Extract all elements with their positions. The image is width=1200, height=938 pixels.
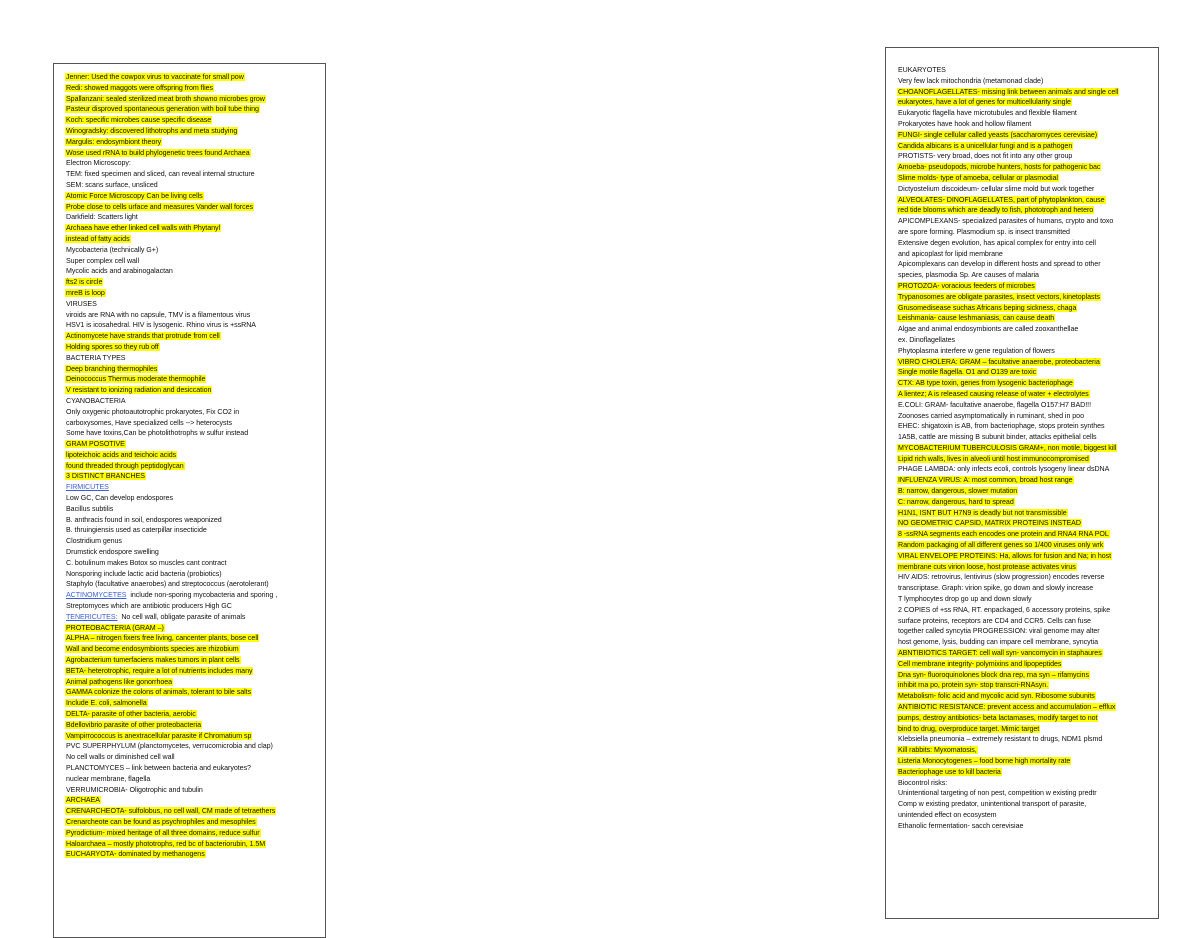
note-line <box>897 238 1158 249</box>
note-line <box>65 277 325 288</box>
note-text: Zoonoses carried asymptomatically in ruminant, shed in poo <box>898 411 1084 420</box>
note-line <box>65 223 325 234</box>
note-line <box>897 162 1158 173</box>
note-line <box>65 191 325 202</box>
note-line <box>65 288 325 299</box>
note-text: Trypanosomes are obligate parasites, insect vectors, kinetoplasts <box>898 292 1100 301</box>
note-line <box>65 104 325 115</box>
note-text: lipoteichoic acids and teichoic acids <box>66 450 177 459</box>
note-line <box>65 428 325 439</box>
note-text: PVC SUPERPHYLUM (planctomycetes, verrucomicrobia and clap) <box>66 742 273 751</box>
note-line <box>65 374 325 385</box>
note-line <box>65 245 325 256</box>
note-line <box>65 493 325 504</box>
note-text: Slime molds- type of amoeba, cellular or plasmodial <box>898 173 1058 182</box>
note-text: Margulis: endosymbiont theory <box>66 137 162 146</box>
right-notes-page <box>885 47 1159 919</box>
note-text: Haloarchaea – mostly phototrophs, red bc of bacteriorubin, 1.5M <box>66 839 266 848</box>
left-notes-page <box>53 63 326 938</box>
note-line <box>65 353 325 364</box>
note-line <box>65 709 325 720</box>
note-text: Apicomplexans can develop in different hosts and spread to other <box>898 260 1101 269</box>
note-line <box>65 806 325 817</box>
note-text: mreB is loop <box>66 288 105 297</box>
note-line <box>65 385 325 396</box>
note-text: Clostridium genus <box>66 537 122 546</box>
note-line <box>65 504 325 515</box>
note-text: Atomic Force Microscopy Can be living cells <box>66 191 203 200</box>
note-line <box>897 205 1158 216</box>
note-text: CTX: AB type toxin, genes from lysogenic bacteriophage <box>898 379 1073 388</box>
note-text: Jenner: Used the cowpox virus to vaccinate for small pow <box>66 73 244 81</box>
note-text: Wall and become endosymbionts species are rhizobium <box>66 645 239 654</box>
note-line <box>897 497 1158 508</box>
note-line <box>897 540 1158 551</box>
note-line <box>897 411 1158 422</box>
note-text: red tide blooms which are deadly to fish, phototroph and hetero <box>898 206 1094 215</box>
note-line <box>65 795 325 806</box>
note-text: Prokaryotes have hook and hollow filament <box>898 119 1032 128</box>
note-line <box>897 659 1158 670</box>
note-text: Wose used rRNA to build phylogenetic trees found Archaea <box>66 148 250 157</box>
note-link[interactable]: FIRMICUTES <box>66 483 109 492</box>
note-text: ex. Dinoflagellates <box>898 335 956 344</box>
note-text: Very few lack mitochondria (metamonad clade) <box>898 76 1044 85</box>
note-line <box>897 443 1158 454</box>
note-text: Candida albicans is a unicellular fungi and is a pathogen <box>898 141 1073 150</box>
note-line <box>65 158 325 169</box>
note-text: Electron Microscopy: <box>66 159 131 168</box>
note-line <box>65 612 325 623</box>
note-text: PLANCTOMYCES – link between bacteria and eukaryotes? <box>66 764 251 772</box>
note-line <box>897 303 1158 314</box>
note-text: Klebsiella pneumonia – extremely resistant to drugs, NDM1 plsmd <box>898 735 1103 744</box>
note-text: PROTEOBACTERIA (GRAM –) <box>66 623 164 632</box>
note-line <box>65 677 325 688</box>
note-line <box>65 763 325 774</box>
note-line <box>65 601 325 612</box>
note-line <box>897 475 1158 486</box>
note-text: instead of fatty acids <box>66 234 130 243</box>
note-text: GRAM POSOTIVE <box>66 440 125 449</box>
note-text: EUCHARYOTA- dominated by methanogens <box>66 850 205 859</box>
note-text: inhibit rna po, protein syn- stop transcri-RNAsyn. <box>898 681 1049 690</box>
note-text: Probe close to cells urface and measures Vander wall forces <box>66 202 253 211</box>
note-text: APICOMPLEXANS- specialized parasites of humans, crypto and toxo <box>898 217 1114 226</box>
note-text: Algae and animal endosymbionts are called zooxanthellae <box>898 325 1079 334</box>
note-line <box>897 821 1158 832</box>
note-line <box>897 389 1158 400</box>
note-text: Eukaryotic flagella have microtubules and flexible filament <box>898 109 1077 118</box>
note-text: Deinococcus Thermus moderate thermophile <box>66 375 206 384</box>
note-line <box>897 227 1158 238</box>
note-line <box>65 202 325 213</box>
note-line <box>65 471 325 482</box>
note-line <box>65 655 325 666</box>
note-text: CHOANOFLAGELLATES- missing link between animals and single cell <box>898 87 1119 96</box>
note-line <box>897 799 1158 810</box>
note-line <box>897 464 1158 475</box>
note-line <box>65 148 325 159</box>
note-line <box>897 281 1158 292</box>
note-line <box>897 691 1158 702</box>
note-line <box>65 666 325 677</box>
note-line <box>65 342 325 353</box>
note-text: and apicoplast for lipid membrane <box>898 249 1003 258</box>
note-text: Spallanzani: sealed sterilized meat broth showno microbes grow <box>66 94 265 103</box>
note-line <box>897 583 1158 594</box>
note-line <box>65 623 325 634</box>
note-line <box>897 421 1158 432</box>
note-text: TEM: fixed specimen and sliced, can reveal internal structure <box>66 170 255 179</box>
note-line <box>65 266 325 277</box>
note-text: Drumstick endospore swelling <box>66 548 159 557</box>
note-text: Deep branching thermophiles <box>66 364 158 373</box>
note-text: V resistant to ionizing radiation and desiccation <box>66 386 212 395</box>
note-text: C. botulinum makes Botox so muscles cant contract <box>66 558 227 567</box>
note-text: Staphylo (facultative anaerobes) and streptococcus (aerotolerant) <box>66 580 269 589</box>
note-line <box>897 65 1158 76</box>
note-text: Pyrodictium- mixed heritage of all three domains, reduce sulfur <box>66 828 260 837</box>
note-line <box>65 644 325 655</box>
note-text: Extensive degen evolution, has apical complex for entry into cell <box>898 238 1096 247</box>
note-line <box>897 367 1158 378</box>
note-line <box>897 97 1158 108</box>
note-text: DELTA- parasite of other bacteria, aerobic <box>66 710 196 719</box>
note-text: Comp w existing predator, unintentional transport of parasite, <box>898 800 1087 809</box>
note-line <box>897 486 1158 497</box>
note-text: Ethanolic fermentation- sacch cerevisiae <box>898 821 1024 830</box>
note-text: Koch: specific microbes cause specific disease <box>66 116 212 125</box>
note-text: ARCHAEA <box>66 796 100 805</box>
note-link[interactable]: ACTINOMYCETES <box>66 591 127 600</box>
note-text: Pasteur disproved spontaneous generation with boil tube thing <box>66 105 259 114</box>
note-line <box>897 670 1158 681</box>
note-text: 8 -ssRNA segments each encodes one protein and RNA4 RNA POL <box>898 530 1109 539</box>
note-line <box>897 605 1158 616</box>
note-line <box>897 324 1158 335</box>
note-line <box>65 126 325 137</box>
note-line <box>65 396 325 407</box>
note-text: are spore forming. Plasmodium sp. is insect transmitted <box>898 227 1070 236</box>
note-text: EUKARYOTES <box>898 66 946 74</box>
note-text: Bacteriophage use to kill bacteria <box>898 767 1001 776</box>
note-line <box>65 569 325 580</box>
note-line <box>897 270 1158 281</box>
note-text: VIRUSES <box>66 299 97 308</box>
note-text: unintended effect on ecosystem <box>898 810 997 819</box>
note-text: VERRUMICROBIA- Oligotrophic and tubulin <box>66 785 203 794</box>
note-line <box>65 525 325 536</box>
note-line <box>897 76 1158 87</box>
note-line <box>897 108 1158 119</box>
note-text: B. anthracis found in soil, endospores weaponized <box>66 515 222 524</box>
note-line <box>65 212 325 223</box>
right-notes-lines <box>897 65 1158 832</box>
note-text: PHAGE LAMBDA: only infects ecoli, controls lysogeny linear dsDNA <box>898 465 1110 474</box>
note-text: Include E. coli, salmonella <box>66 699 147 708</box>
note-text: Phytoplasma interfere w gene regulation of flowers <box>898 346 1055 355</box>
note-line <box>897 249 1158 260</box>
note-line <box>65 83 325 94</box>
note-line <box>65 256 325 267</box>
note-line <box>897 119 1158 130</box>
note-text: Vampirrococcus is anextracellular parasite if Chromatium sp <box>66 731 252 740</box>
note-line <box>897 529 1158 540</box>
note-text: Agrobacterium tumerfaciens makes tumors in plant cells <box>66 656 240 665</box>
note-line <box>65 785 325 796</box>
note-text: transcriptase. Graph: virion spike, go down and slowly increase <box>898 584 1094 593</box>
note-line <box>897 724 1158 735</box>
note-text: GAMMA colonize the colons of animals, tolerant to bile salts <box>66 688 252 697</box>
note-text: Grusomedisease suchas Africans beping sickness, chaga <box>898 303 1077 312</box>
note-text: Darkfield: Scatters light <box>66 213 138 222</box>
note-line <box>65 633 325 644</box>
note-text: ABNTIBIOTICS TARGET: cell wall syn- vancomycin in staphaures <box>898 649 1102 658</box>
note-line <box>897 648 1158 659</box>
note-text: Metabolism- folic acid and mycolic acid syn. Ribosome subunits <box>898 692 1095 701</box>
note-text: Single motile flagella. O1 and O139 are toxic <box>898 368 1037 377</box>
note-line <box>65 536 325 547</box>
note-text: 1A5B, cattle are missing B subunit binder, attacks epithelial cells <box>898 433 1097 442</box>
note-text: Unintentional targeting of non pest, competition w existing predtr <box>898 789 1097 798</box>
note-text: VIRAL ENVELOPE PROTEINS: Ha, allows for fusion and Na; in host <box>898 551 1112 560</box>
note-line <box>65 817 325 828</box>
note-line <box>65 774 325 785</box>
note-text: species, plasmodia Sp. Are causes of malaria <box>898 271 1039 280</box>
note-text: Only oxygenic photoautotrophic prokaryotes, Fix CO2 in <box>66 407 240 416</box>
note-line <box>897 626 1158 637</box>
note-line <box>897 778 1158 789</box>
note-text: host genome, lysis, budding can impare cell membrane, syncytia <box>898 638 1098 647</box>
note-line <box>65 299 325 310</box>
note-line <box>65 482 325 493</box>
note-line <box>65 687 325 698</box>
note-text: 2 COPIES of +ss RNA, RT. enpackaged, 6 accessory proteins, spike <box>898 605 1111 614</box>
note-text: Crenarcheote can be found as psychrophiles and mesophiles <box>66 817 256 826</box>
note-text: Animal pathogens like gonorrhoea <box>66 677 173 686</box>
note-text: Low GC, Can develop endospores <box>66 494 173 503</box>
note-text: C: narrow, dangerous, hard to spread <box>898 497 1014 506</box>
note-line <box>65 849 325 860</box>
note-line <box>65 310 325 321</box>
note-text: PROTISTS- very broad, does not fit into any other group <box>898 152 1073 161</box>
note-text: pumps, destroy antibiotics- beta lactamases, modify target to not <box>898 713 1098 722</box>
note-line <box>897 756 1158 767</box>
note-text: ANTIBIOTIC RESISTANCE: prevent access and accumulation – efflux <box>898 703 1116 712</box>
note-line <box>65 731 325 742</box>
note-line <box>65 407 325 418</box>
note-line <box>897 572 1158 583</box>
note-text: T lymphocytes drop go up and down slowly <box>898 595 1032 604</box>
note-text: Kill rabbits: Myxomatosis, <box>898 746 977 755</box>
note-text: Cell membrane integrity- polymixins and lipopeptides <box>898 659 1062 668</box>
note-line <box>897 518 1158 529</box>
note-line <box>65 115 325 126</box>
note-text: surface proteins, receptors are CD4 and CCR5. Cells can fuse <box>898 616 1091 625</box>
note-text: Winogradsky: discovered lithotrophs and meta studying <box>66 126 238 135</box>
note-text: No cell walls or diminished cell wall <box>66 753 175 762</box>
note-text: H1N1, ISNT BUT H7N9 is deadly but not transmissible <box>898 508 1067 517</box>
note-line <box>897 400 1158 411</box>
note-text: HSV1 is icosahedral. HIV is lysogenic. Rhino virus is +ssRNA <box>66 321 256 330</box>
note-line <box>897 141 1158 152</box>
note-text: Dna syn- fluoroquinolones block dna rep, rna syn – rifamycins <box>898 670 1089 679</box>
note-line <box>897 454 1158 465</box>
note-line <box>65 590 325 601</box>
note-text: CYANOBACTERIA <box>66 396 126 405</box>
note-line <box>897 702 1158 713</box>
note-line <box>897 151 1158 162</box>
note-text: Actinomycete have strands that protrude from cell <box>66 332 220 341</box>
note-line <box>897 713 1158 724</box>
note-text: Holding spores so they rub off <box>66 342 159 351</box>
note-text: Lipid rich walls, lives in alveoli until host immunocompromised <box>898 454 1089 463</box>
note-line <box>65 741 325 752</box>
note-text: Random packaging of all different genes so 1/400 viruses only wrk <box>898 541 1104 550</box>
note-text: eukaryotes, have a lot of genes for multicellularity single <box>898 98 1071 107</box>
note-text: Bacillus subtilis <box>66 504 114 513</box>
note-text: Leishmania- cause leshmaniasis, can cause death <box>898 314 1055 323</box>
note-text: SEM: scans surface, unsliced <box>66 180 158 189</box>
note-line <box>65 558 325 569</box>
note-text: Amoeba- pseudopods, microbe hunters, hosts for pathogenic bac <box>898 163 1101 172</box>
note-line <box>65 698 325 709</box>
note-text: Listeria Monocytogenes – food borne high mortality rate <box>898 757 1071 765</box>
note-line <box>65 72 325 83</box>
note-line <box>65 180 325 191</box>
note-text: bind to drug, overproduce target. Mimic target <box>898 724 1040 733</box>
note-line <box>897 184 1158 195</box>
note-line <box>65 331 325 342</box>
note-line <box>897 767 1158 778</box>
note-text: CRENARCHEOTA- sulfolobus, no cell wall, CM made of tetraethers <box>66 807 276 816</box>
note-line <box>897 357 1158 368</box>
note-text: B. thruingiensis used as caterpillar insecticide <box>66 526 207 535</box>
note-line <box>897 195 1158 206</box>
note-text: MYCOBACTERIUM TUBERCULOSIS GRAM+, non motile, biggest kill <box>898 443 1117 452</box>
note-line <box>897 562 1158 573</box>
note-line <box>65 364 325 375</box>
note-text: EHEC: shigatoxin is AB, from bacteriophage, stops protein synthes <box>898 422 1105 431</box>
note-text: Dictyostelium discoideum- cellular slime mold but work together <box>898 184 1095 193</box>
note-text: BACTERIA TYPES <box>66 353 126 362</box>
note-text: Nonsporing include lactic acid bacteria (probiotics) <box>66 569 222 578</box>
note-text: Streptomyces which are antibiotic producers High GC <box>66 602 232 611</box>
note-text: include non-sporing mycobacteria and sporing , <box>128 591 278 600</box>
note-line <box>897 680 1158 691</box>
note-text: A lientez; A is released causing release of water + electrolytes <box>898 389 1089 398</box>
note-line <box>897 130 1158 141</box>
note-text: Super complex cell wall <box>66 256 139 265</box>
note-text: PROTOZOA- voracious feeders of microbes <box>898 281 1035 290</box>
note-line <box>897 637 1158 648</box>
note-text: together called syncytia PROGRESSION: viral genome may alter <box>898 627 1100 636</box>
note-line <box>65 720 325 731</box>
note-line <box>897 551 1158 562</box>
note-text: ALVEOLATES- DINOFLAGELLATES, part of phytoplankton, cause <box>898 195 1105 204</box>
note-text: found threaded through peptidoglycan <box>66 461 184 470</box>
note-line <box>65 450 325 461</box>
note-text: membrane cuts virion loose, host protease activates virus <box>898 562 1076 571</box>
note-text: HIV AIDS: retrovirus, lentivirus (slow progression) encodes reverse <box>898 573 1105 582</box>
note-line <box>897 788 1158 799</box>
note-line <box>65 839 325 850</box>
note-text: B: narrow, dangerous, slower mutation <box>898 487 1018 496</box>
note-line <box>897 216 1158 227</box>
note-text: Biocontrol risks: <box>898 778 948 787</box>
note-line <box>65 439 325 450</box>
note-line <box>897 173 1158 184</box>
note-text: Mycobacteria (technically G+) <box>66 245 159 254</box>
note-line <box>897 87 1158 98</box>
note-text: ALPHA – nitrogen fixers free living, cancenter plants, bose cell <box>66 634 259 643</box>
note-line <box>897 292 1158 303</box>
note-text: E.COLI: GRAM- facultative anaerobe, flagella O157:H7 BAD!!! <box>898 400 1092 409</box>
note-text: Bdellovibrio parasite of other proteobacteria <box>66 720 201 729</box>
note-line <box>897 259 1158 270</box>
note-line <box>65 579 325 590</box>
note-line <box>897 432 1158 443</box>
note-text: No cell wall, obligate parasite of animals <box>119 612 246 621</box>
note-line <box>897 810 1158 821</box>
note-line <box>65 418 325 429</box>
note-text: nuclear membrane, flagella <box>66 774 151 783</box>
note-line <box>897 508 1158 519</box>
note-text: NO GEOMETRIC CAPSID, MATRIX PROTEINS INSTEAD <box>898 519 1081 528</box>
note-text: Redi: showed maggots were offspring from flies <box>66 83 214 92</box>
note-text: viroids are RNA with no capsule, TMV is a filamentous virus <box>66 310 251 319</box>
note-line <box>65 461 325 472</box>
note-line <box>65 828 325 839</box>
note-text: Mycolic acids and arabinogalactan <box>66 267 173 276</box>
note-text: 3 DISTINCT BRANCHES <box>66 472 145 481</box>
note-text: VIBRO CHOLERA: GRAM – facultative anaerobe, proteobacteria <box>898 357 1100 366</box>
note-text: Archaea have ether linked cell walls with Phytanyl <box>66 224 221 233</box>
note-line <box>897 594 1158 605</box>
note-line <box>897 616 1158 627</box>
note-line <box>65 169 325 180</box>
note-line <box>65 547 325 558</box>
note-line <box>65 234 325 245</box>
note-text: carboxysomes, Have specialized cells --> heterocysts <box>66 418 232 427</box>
left-notes-lines <box>65 72 325 860</box>
note-line <box>65 320 325 331</box>
note-link[interactable]: TENERICUTES: <box>66 612 118 621</box>
note-line <box>897 335 1158 346</box>
note-text: BETA- heterotrophic, require a lot of nutrients includes many <box>66 666 253 675</box>
note-text: INFLUENZA VIRUS: A: most common, broad host range <box>898 476 1073 485</box>
note-line <box>65 94 325 105</box>
note-line <box>897 745 1158 756</box>
note-line <box>65 515 325 526</box>
note-text: FUNGI- single cellular called yeasts (saccharomyces cerevisiae) <box>898 130 1098 139</box>
note-line <box>65 752 325 763</box>
note-line <box>897 378 1158 389</box>
note-line <box>897 313 1158 324</box>
note-line <box>897 734 1158 745</box>
note-text: fts2 is circle <box>66 278 103 287</box>
note-text: Some have toxins,Can be photolithotrophs w sulfur instead <box>66 429 249 438</box>
note-line <box>65 137 325 148</box>
note-line <box>897 346 1158 357</box>
